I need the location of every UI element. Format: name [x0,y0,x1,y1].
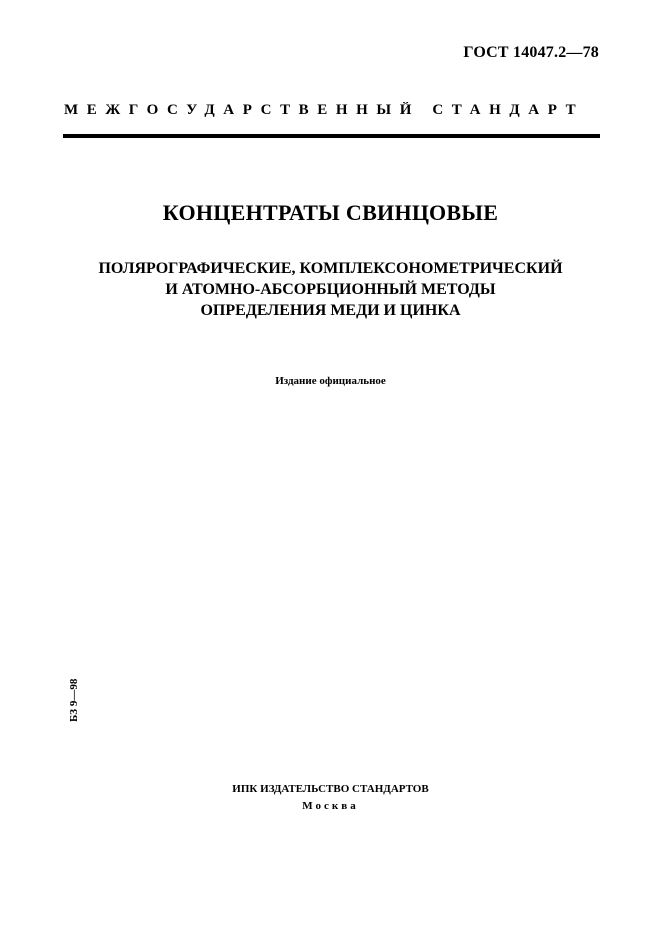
side-margin-code: БЗ 9—98 [68,678,80,722]
edition-note: Издание официальное [275,375,386,387]
publisher-city: Москва [302,800,359,812]
document-code: ГОСТ 14047.2—78 [463,44,599,61]
standard-banner: МЕЖГОСУДАРСТВЕННЫЙ СТАНДАРТ [64,102,585,118]
document-subtitle [0,258,661,321]
header-rule [63,134,600,138]
document-title: КОНЦЕНТРАТЫ СВИНЦОВЫЕ [162,200,499,225]
subtitle-line: И АТОМНО-АБСОРБЦИОННЫЙ МЕТОДЫ [165,281,496,298]
subtitle-line: ОПРЕДЕЛЕНИЯ МЕДИ И ЦИНКА [200,302,461,319]
publisher-name: ИПК ИЗДАТЕЛЬСТВО СТАНДАРТОВ [232,783,429,795]
subtitle-line: ПОЛЯРОГРАФИЧЕСКИЕ, КОМПЛЕКСОНОМЕТРИЧЕСКИЙ [98,260,563,277]
